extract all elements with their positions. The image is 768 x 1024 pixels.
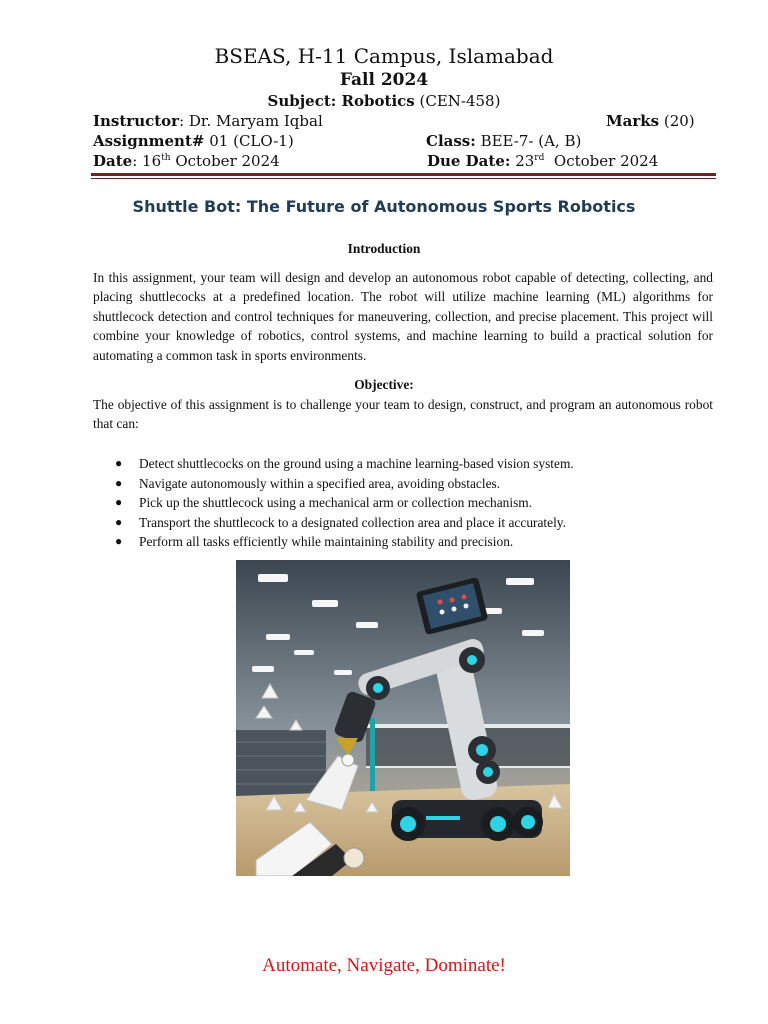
marks-value: (20) [663, 112, 695, 130]
marks-field [606, 112, 695, 130]
list-item-text: Pick up the shuttlecock using a mechanical arm or collection mechanism. [139, 495, 533, 510]
class-label: Class: [426, 132, 476, 150]
objective-text: The objective of this assignment is to challenge your team to design, construct, and program an autonomous robot that can: [93, 397, 713, 432]
date-day: : 16 [132, 152, 162, 170]
bullet-icon: ● [115, 534, 123, 548]
subject-code: (CEN-458) [419, 92, 501, 110]
list-item-text: Transport the shuttlecock to a designated collection area and place it accurately. [139, 514, 566, 530]
introduction-heading: Introduction [347, 241, 421, 256]
subject-label: Subject: Robotics [267, 92, 415, 110]
list-item [93, 532, 713, 552]
assignment-title: Shuttle Bot: The Future of Autonomous Sports Robotics [132, 197, 636, 216]
assignment-value: 01 (CLO-1) [209, 132, 294, 150]
assignment-row [93, 132, 696, 152]
due-date-rest: October 2024 [553, 152, 659, 170]
instructor-label: Instructor [93, 112, 180, 130]
campus-heading: BSEAS, H-11 Campus, Islamabad [214, 44, 554, 68]
header-divider-thick [91, 173, 716, 176]
date-suffix: th [161, 153, 171, 163]
bullet-icon: ● [115, 495, 123, 509]
list-item [93, 513, 713, 533]
slogan: Automate, Navigate, Dominate! [262, 955, 506, 976]
instructor-value: : Dr. Maryam Iqbal [179, 112, 323, 130]
term-heading: Fall 2024 [339, 70, 429, 90]
introduction-text: In this assignment, your team will design and develop an autonomous robot capable of detecting, collecting, and placing shuttlecocks at a predefined location. The robot will utilize machine learning (ML) algorithms for shuttlecock detection and control techniques for maneuvering, collection, and precise placement. This project will combine your knowledge of robotics, control systems, and machine learning to build a practical solution for automating a common task in sports environments. [93, 270, 713, 363]
header-divider-thin [91, 178, 716, 179]
objective-list [93, 454, 713, 552]
due-date-day: 23 [515, 152, 535, 170]
instructor-row [93, 112, 696, 132]
robot-illustration [236, 560, 570, 876]
bullet-icon: ● [115, 514, 123, 529]
date-rest: October 2024 [175, 152, 280, 170]
due-date-suffix: rd [534, 153, 545, 163]
marks-label: Marks [606, 112, 660, 130]
list-item-text: Perform all tasks efficiently while maintaining stability and precision. [139, 534, 514, 549]
bullet-icon: ● [115, 475, 123, 490]
class-value: BEE-7- (A, B) [480, 132, 582, 150]
list-item [93, 493, 713, 513]
list-item [93, 474, 713, 494]
due-date-field [427, 152, 658, 170]
class-field [426, 132, 581, 150]
list-item [93, 454, 713, 474]
list-item-text: Detect shuttlecocks on the ground using a machine learning-based vision system. [139, 456, 574, 471]
date-label: Date [93, 152, 133, 170]
due-date-label: Due Date: [427, 152, 511, 170]
objective-heading: Objective: [354, 377, 414, 392]
date-row [93, 152, 696, 172]
list-item-text: Navigate autonomously within a specified area, avoiding obstacles. [139, 475, 501, 491]
subject-line [0, 92, 768, 110]
bullet-icon: ● [115, 456, 123, 470]
assignment-label: Assignment# [93, 132, 205, 150]
